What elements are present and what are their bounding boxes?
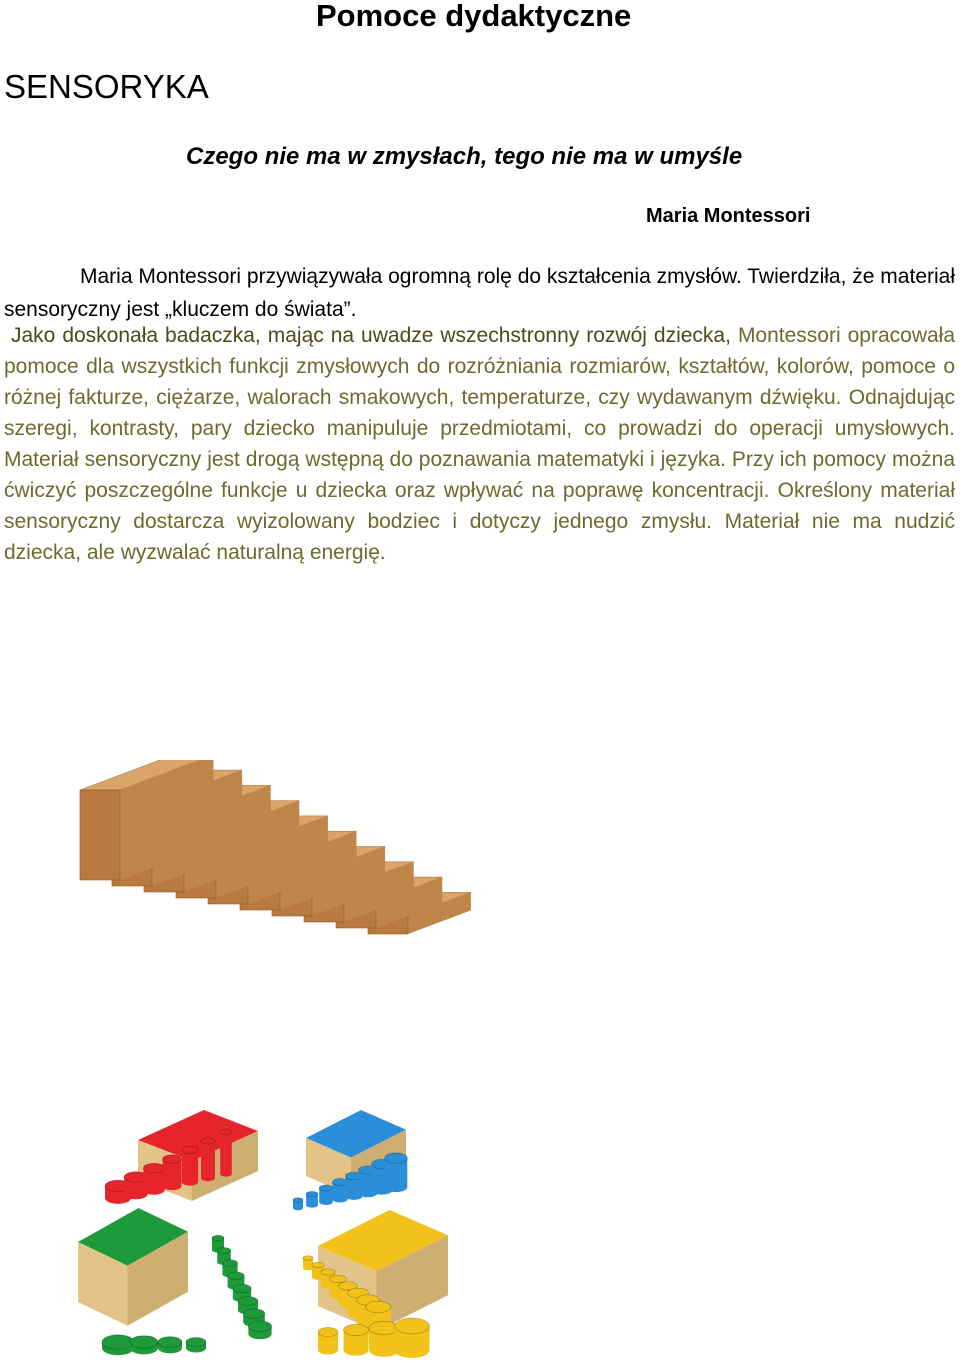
section-heading: SENSORYKA (4, 68, 209, 105)
yellow-cylinder (303, 1256, 313, 1271)
blue-cylinder (293, 1198, 303, 1211)
blue-cylinder (332, 1179, 347, 1203)
red-cylinder (143, 1163, 164, 1195)
intro-text: Maria Montessori przywiązywała ogromną rolę do kształcenia zmysłów. Twierdziła, że materiał sensoryczny jest „kluczem do świata”. (4, 265, 955, 321)
body-paragraph (4, 320, 955, 568)
blue-cylinder (306, 1191, 318, 1207)
quote: Czego nie ma w zmysłach, tego nie ma w umyśle (186, 143, 743, 170)
red-cylinder (201, 1138, 215, 1181)
green-cylinder (248, 1321, 271, 1339)
yellow-cylinder (318, 1328, 338, 1355)
yellow-cylinder (344, 1324, 369, 1355)
blue-cylinder (319, 1185, 333, 1205)
intro-paragraph (4, 260, 955, 326)
green-cylinder (130, 1336, 158, 1355)
knobless-cylinders-image (78, 1100, 458, 1366)
blue-cylinder (385, 1153, 408, 1192)
body-text-part-b: Montessori opracowała pomoce dla wszystkich funkcji zmysłowych do rozróżniania rozmiarów, kształtów, kolorów, pomoce o różnej fakturze, ciężarze, walorach smakowych, temperaturze, czy wydawanym dźwięku. Odnajdując szeregi, kontrasty, pary dziecko manipuluje przedmiotami, co prowadzi do operacji umysłowych. Materiał sensoryczny jest drogą wstępną do poznawania matematyki i języka. Przy ich pomocy można ćwiczyć poszczególne funkcje u dziecka oraz wpływać na poprawę koncentracji. Określony materiał sensoryczny dostarcza wyizolowany bodziec i dotyczy jednego zmysłu. Materiał nie ma nudzić dziecka, ale wyzwalać naturalną energię. (4, 324, 956, 564)
yellow-cylinder (395, 1318, 430, 1358)
green-cylinder (158, 1337, 182, 1354)
red-cylinder (220, 1129, 232, 1176)
green-cylinder (102, 1335, 134, 1355)
green-cylinder-box (78, 1208, 188, 1326)
body-text-part-a: Jako doskonała badaczka, mając na uwadze wszechstronny rozwój dziecka, (10, 324, 731, 347)
red-cylinder (163, 1155, 182, 1190)
brown-stair-image (70, 760, 490, 960)
green-cylinder (186, 1338, 206, 1353)
page-title: Pomoce dydaktyczne (316, 0, 632, 33)
red-cylinder (182, 1146, 198, 1185)
quote-author: Maria Montessori (646, 205, 811, 227)
